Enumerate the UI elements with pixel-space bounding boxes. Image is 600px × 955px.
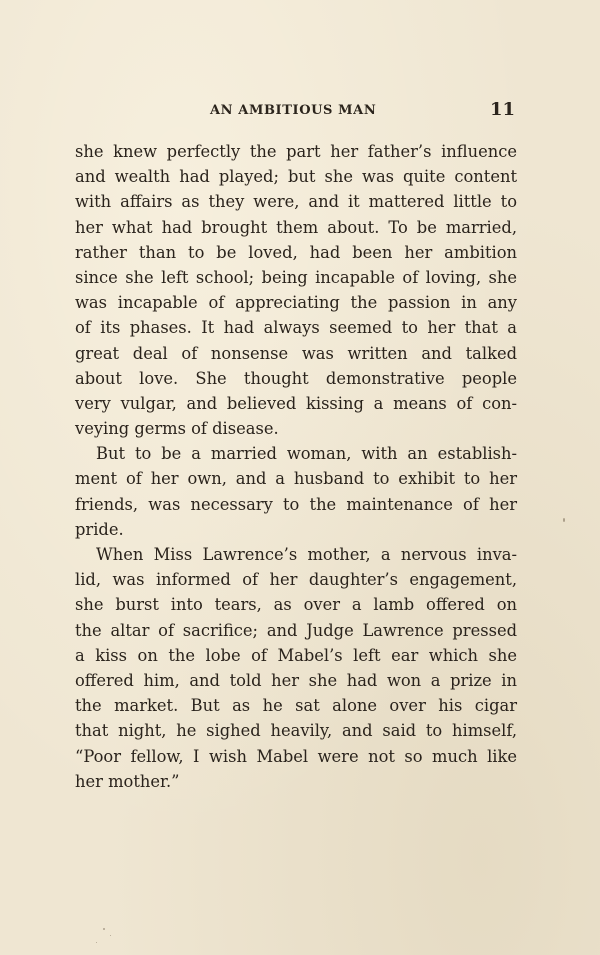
- text-line: the altar of sacrifice; and Judge Lawrence pressed: [75, 620, 517, 640]
- text-line: of its phases. It had always seemed to her that a: [75, 318, 517, 338]
- text-line: offered him, and told her she had won a prize in: [75, 670, 517, 690]
- paper-speck: [563, 518, 565, 522]
- text-line: ment of her own, and a husband to exhibit to her: [75, 469, 517, 489]
- text-line: But to be a married woman, with an establish-: [96, 444, 517, 464]
- text-line: her mother.”: [75, 771, 180, 791]
- text-line: very vulgar, and believed kissing a means of con-: [75, 393, 517, 413]
- text-line: that night, he sighed heavily, and said to himself,: [75, 721, 517, 741]
- text-line: veying germs of disease.: [75, 419, 279, 439]
- running-head: [75, 99, 517, 121]
- running-title: AN AMBITIOUS MAN: [210, 103, 377, 118]
- text-line: “Poor fellow, I wish Mabel were not so much like: [75, 746, 517, 766]
- text-line: she burst into tears, as over a lamb offered on: [75, 595, 517, 615]
- text-line: lid, was informed of her daughter’s engagement,: [75, 570, 517, 590]
- text-line: rather than to be loved, had been her ambition: [75, 242, 517, 262]
- paper-speck: [110, 935, 111, 936]
- text-line: friends, was necessary to the maintenance of her: [75, 494, 517, 514]
- text-line: a kiss on the lobe of Mabel’s left ear which she: [75, 645, 517, 665]
- text-line: about love. She thought demonstrative people: [75, 368, 517, 388]
- paper-speck: [96, 942, 97, 943]
- text-line: was incapable of appreciating the passion in any: [75, 293, 517, 313]
- text-line: great deal of nonsense was written and talked: [75, 343, 517, 363]
- text-line: and wealth had played; but she was quite content: [75, 167, 517, 187]
- text-line: When Miss Lawrence’s mother, a nervous inva-: [96, 545, 517, 564]
- text-line: the market. But as he sat alone over his cigar: [75, 696, 517, 716]
- text-line: she knew perfectly the part her father’s influence: [75, 142, 517, 161]
- page-number: 11: [489, 99, 515, 120]
- text-line: pride.: [75, 519, 124, 539]
- text-line: her what had brought them about. To be married,: [75, 217, 517, 237]
- text-line: since she left school; being incapable of loving, she: [75, 267, 517, 287]
- text-line: with affairs as they were, and it mattered little to: [75, 192, 517, 212]
- body-text: [75, 139, 517, 794]
- paper-speck: [103, 928, 105, 930]
